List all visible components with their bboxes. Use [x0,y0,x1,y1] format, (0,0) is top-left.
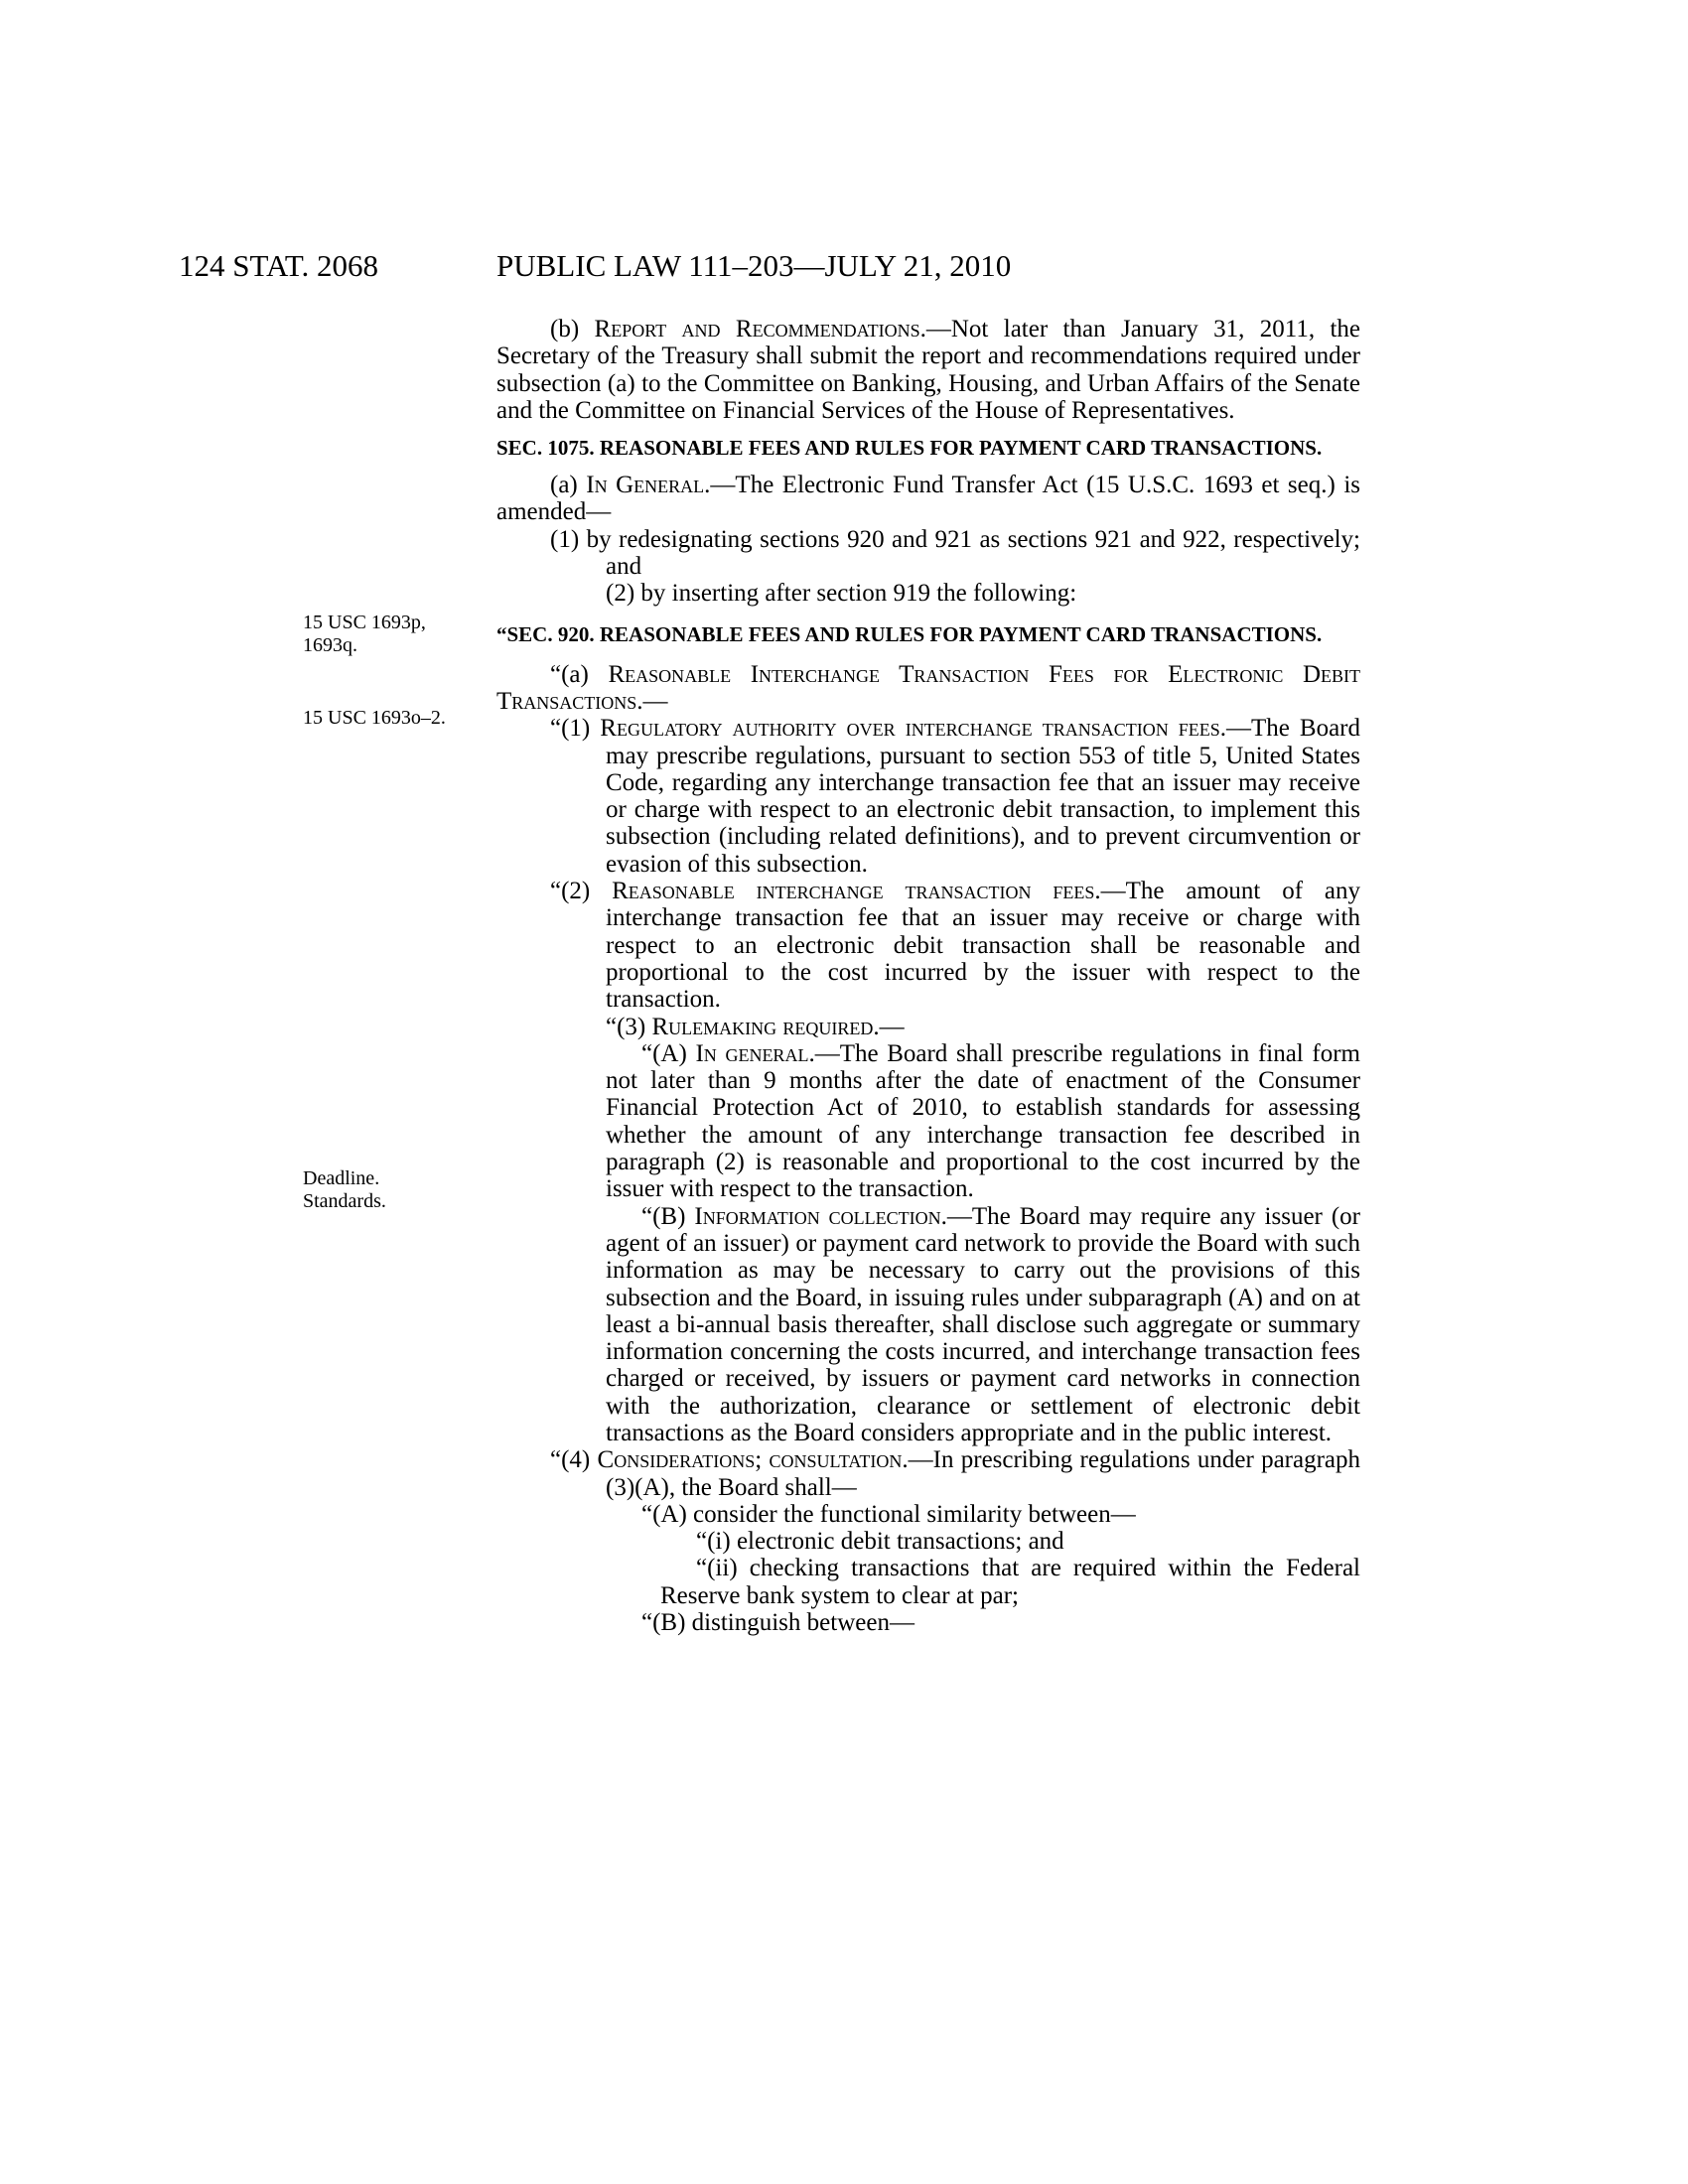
statute-page-number: 124 STAT. 2068 [179,248,379,283]
margin-note-line: 1693q. [303,634,357,656]
paragraph-text: .—In prescribing regulations under paragraph (3)(A), the Board shall— [606,1446,1361,1501]
section-1075-heading: SEC. 1075. REASONABLE FEES AND RULES FOR PAYMENT CARD TRANSACTIONS. [496,436,1323,461]
paragraph-label: “(3) [606,1013,652,1040]
subparagraph-3a [496,1040,1360,1203]
clause-4a-i: “(i) electronic debit transactions; and [696,1528,1064,1556]
paragraph-text: .—The Electronic Fund Transfer Act (15 U.S.C. 1693 et seq.) is amended— [496,472,1361,526]
paragraph-heading: Considerations; consultation [597,1446,903,1474]
paragraph-heading: Reasonable Interchange Transaction Fees for Electronic Debit Transactions [496,660,1360,715]
paragraph-text: .— [873,1013,905,1040]
margin-note-line: 15 USC 1693p, [303,612,426,633]
paragraph-text: .—The Board may prescribe regulations, pursuant to section 553 of title 5, United States Code, regarding any interchange transaction fee that an issuer may receive or charge with respect to an electronic debit transaction, to implement this subsection (including related definitions), and to prevent circumvention or evasion of this subsection. [606,715,1360,878]
paragraph-heading: In general [695,1039,809,1067]
paragraph-heading: Report and Recommendations [594,316,920,342]
paragraph-label: (a) [550,472,587,499]
main-text [496,316,1360,1636]
margin-note-line: Deadline. [303,1167,380,1189]
paragraph-4 [496,1446,1360,1501]
margin-note-line: Standards. [303,1190,386,1212]
paragraph-text: .—The Board may require any issuer (or agent of an issuer) or payment card network to provide the Board with such information as may be necessary to carry out the provisions of this subsection and the Board, in issuing rules under subparagraph (A) and on at least a bi-annual basis thereafter, shall disclose such aggregate or summary information concerning the costs incurred, and interchange transaction fees charged or received, by issuers or payment card networks in connection with the authorization, clearance or settlement of electronic debit transactions as the Board considers appropriate and in the public interest. [606,1202,1360,1446]
paragraph-label: “(2) [550,878,613,905]
margin-note-deadline-standards [303,1167,386,1213]
paragraph-heading: Regulatory authority over interchange transaction fees [600,715,1220,743]
clause-4a-ii: “(ii) checking transactions that are required within the Federal Reserve bank system to clear at par; [660,1555,1360,1609]
amendment-item-2: (2) by inserting after section 919 the following: [606,580,1077,608]
subsection-b [496,316,1360,424]
paragraph-heading: Rulemaking required [651,1013,874,1040]
paragraph-label: (b) [550,316,595,342]
paragraph-text: .—The amount of any interchange transaction fee that an issuer may receive or charge with respect to an electronic debit transaction shall be reasonable and proportional to the cost incurred by the issuer with respect to the transaction. [606,878,1360,1014]
section-920-heading: “SEC. 920. REASONABLE FEES AND RULES FOR PAYMENT CARD TRANSACTIONS. [496,621,1323,646]
paragraph-label: “(a) [550,660,609,688]
paragraph-heading: Reasonable interchange transaction fees [612,878,1095,905]
margin-note-usc-1693p [303,612,426,657]
paragraph-heading: In General [586,472,705,499]
new-subsection-a [496,661,1360,716]
paragraph-text: .—Not later than January 31, 2011, the Secretary of the Treasury shall submit the report and recommendations required under subsection (a) to the Committee on Banking, Housing, and Urban Affairs of the Senate and the Committee on Financial Services of the House of Representatives. [496,316,1361,424]
subparagraph-4b: “(B) distinguish between— [641,1609,914,1637]
paragraph-label: “(4) [550,1446,598,1474]
paragraph-text: .—The Board shall prescribe regulations in final form not later than 9 months after the date of enactment of the Consumer Financial Protection Act of 2010, to establish standards for assessing whether the amount of any interchange transaction fee described in paragraph (2) is reasonable and proportional to the cost incurred by the issuer with respect to the transaction. [606,1039,1361,1203]
subparagraph-3b [496,1203,1360,1447]
subparagraph-4a: “(A) consider the functional similarity between— [641,1500,1136,1528]
paragraph-1 [496,715,1360,878]
paragraph-2 [496,878,1360,1013]
paragraph-3 [496,1014,1360,1040]
amendment-item-1: (1) by redesignating sections 920 and 921 as sections 921 and 922, respectively; and [550,525,1360,581]
paragraph-label: “(B) [641,1202,695,1230]
public-law-running-head: PUBLIC LAW 111–203—JULY 21, 2010 [496,248,1012,283]
paragraph-text: .— [636,687,668,715]
paragraph-heading: Information collection [694,1202,941,1230]
paragraph-label: “(1) [550,715,601,743]
paragraph-label: “(A) [641,1039,696,1067]
subsection-a [496,472,1360,526]
margin-note-usc-1693o2: 15 USC 1693o–2. [303,707,446,729]
